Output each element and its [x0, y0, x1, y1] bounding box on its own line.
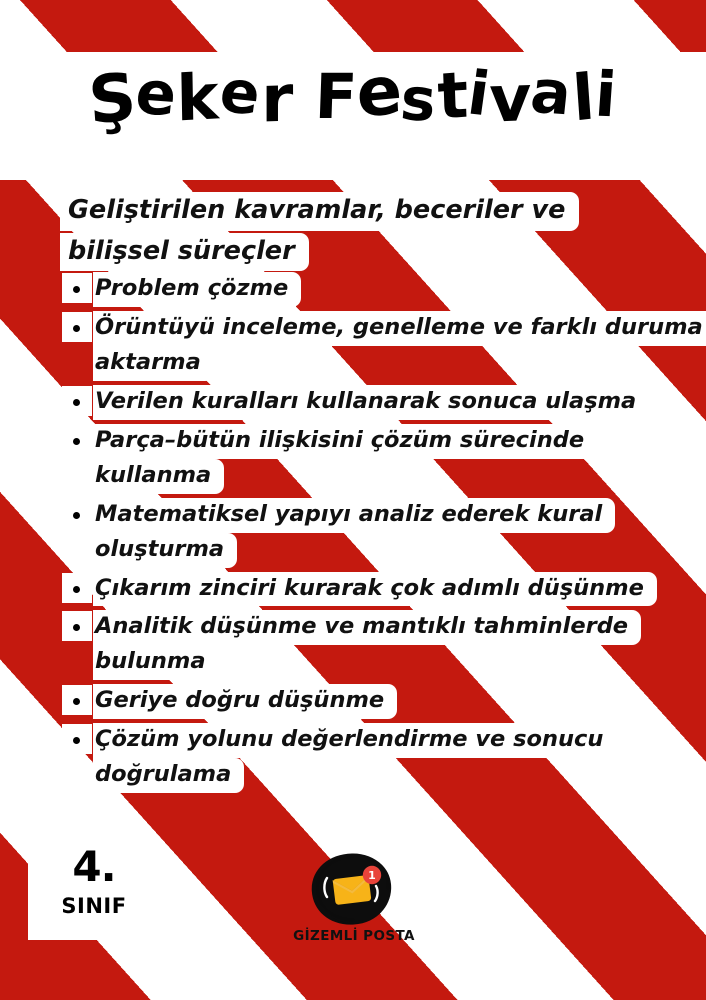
title-char: v	[488, 59, 532, 138]
list-item-line	[62, 533, 662, 568]
list-item	[62, 424, 662, 494]
list-item-line	[62, 645, 662, 680]
bullet-dot-icon	[73, 325, 80, 332]
list-item	[62, 684, 662, 719]
list-item	[62, 610, 662, 680]
title-char: F	[313, 60, 359, 133]
list-item-text: aktarma	[93, 346, 214, 381]
envelope-icon	[310, 852, 394, 926]
list-item-text: Analitik düşünme ve mantıklı tahminlerde	[93, 610, 641, 645]
logo-badge-count: 1	[368, 869, 376, 882]
title-char: e	[132, 57, 181, 130]
list-item-line	[62, 684, 662, 719]
title-char: e	[354, 50, 405, 133]
brand-logo	[293, 852, 415, 948]
list-item-line	[62, 610, 662, 645]
list-item-text: bulunma	[93, 645, 219, 680]
list-item	[62, 498, 662, 568]
list-item-line	[62, 272, 662, 307]
bullet-dot-icon	[73, 399, 80, 406]
list-item-text: Çıkarım zinciri kurarak çok adımlı düşünme	[93, 572, 657, 607]
bullet-dot-icon	[73, 586, 80, 593]
concepts-list	[62, 272, 703, 797]
title-char: r	[260, 59, 294, 138]
title-char: i	[592, 57, 619, 132]
list-item-line	[62, 572, 662, 607]
list-item-line	[62, 385, 662, 420]
subtitle-line: bilişsel süreçler	[60, 233, 309, 272]
list-item-text: Problem çözme	[93, 272, 301, 307]
title-char: l	[569, 59, 598, 136]
list-item	[62, 723, 662, 793]
list-item-line	[62, 346, 662, 381]
list-item-text: Verilen kuralları kullanarak sonuca ulaşma	[93, 385, 649, 420]
list-item-text: oluşturma	[93, 533, 237, 568]
bullet-dot-icon	[73, 438, 80, 445]
title-char: k	[176, 59, 221, 136]
list-item-text: doğrulama	[93, 758, 244, 793]
grade-label: SINIF	[61, 894, 127, 918]
list-item	[62, 272, 662, 307]
list-item-line	[62, 758, 662, 793]
list-item-line	[62, 459, 662, 494]
bullet-dot-icon	[73, 286, 80, 293]
title-char: s	[398, 63, 440, 136]
list-item	[62, 572, 662, 607]
title-char: a	[527, 56, 576, 129]
list-item-line	[62, 723, 662, 758]
list-item-line	[62, 498, 662, 533]
title-char: Ş	[85, 57, 139, 140]
list-item-line	[62, 311, 703, 346]
subtitle	[60, 192, 650, 273]
list-item	[62, 311, 703, 381]
list-item-text: Matematiksel yapıyı analiz ederek kural	[93, 498, 615, 533]
list-item-text: Geriye doğru düşünme	[93, 684, 397, 719]
list-item-line	[62, 424, 662, 459]
list-item	[62, 385, 662, 420]
list-item-text: kullanma	[93, 459, 224, 494]
logo-caption: GİZEMLİ POSTA	[293, 928, 415, 944]
bullet-dot-icon	[73, 512, 80, 519]
list-item-text: Çözüm yolunu değerlendirme ve sonucu	[93, 723, 616, 758]
title-char: t	[435, 56, 470, 135]
title-char: i	[463, 57, 495, 130]
grade-number: 4.	[72, 842, 116, 891]
list-item-text: Örüntüyü inceleme, genelleme ve farklı duruma	[93, 311, 706, 346]
list-item-text: Parça–bütün ilişkisini çözüm sürecinde	[93, 424, 597, 459]
subtitle-line: Geliştirilen kavramlar, beceriler ve	[60, 192, 579, 231]
page-title	[0, 50, 706, 140]
title-char: e	[215, 56, 266, 129]
